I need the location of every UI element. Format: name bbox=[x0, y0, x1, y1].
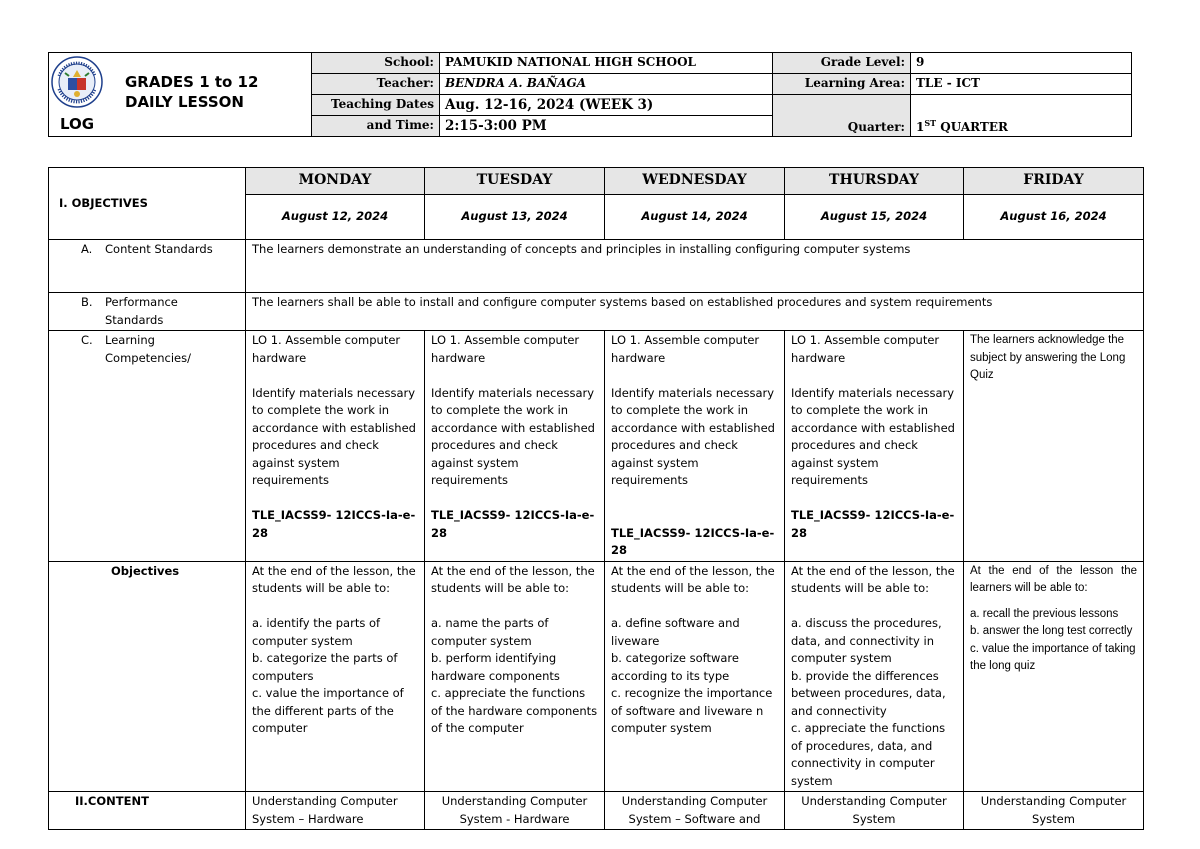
objective-item: c. value the importance of taking the long quiz bbox=[970, 642, 1136, 672]
competencies-thursday bbox=[785, 331, 964, 562]
date-monday: August 12, 2024 bbox=[246, 195, 425, 240]
objectives-heading: I. OBJECTIVES bbox=[49, 168, 246, 240]
lesson-log-table bbox=[48, 167, 1144, 830]
content-standards-text: The learners demonstrate an understanding of concepts and principles in installing configuring computer systems bbox=[246, 240, 1144, 293]
objectives-row bbox=[49, 561, 1144, 792]
objectives-intro: At the end of the lesson, the students will be able to: bbox=[252, 563, 416, 595]
day-monday: MONDAY bbox=[246, 168, 425, 195]
date-friday: August 16, 2024 bbox=[964, 195, 1144, 240]
quarter-text: QUARTER bbox=[936, 120, 1008, 134]
date-thursday: August 15, 2024 bbox=[785, 195, 964, 240]
content-label: II.CONTENT bbox=[49, 792, 246, 830]
objectives-label: Objectives bbox=[49, 561, 246, 792]
lo-text: LO 1. Assemble computer hardware bbox=[611, 333, 760, 365]
content-standards-letter: A. bbox=[81, 242, 93, 256]
teaching-dates-label-2: and Time: bbox=[312, 116, 440, 137]
header-title-line3: LOG bbox=[60, 115, 95, 133]
content-thursday: Understanding Computer System bbox=[785, 792, 964, 830]
identify-text: Identify materials necessary to complete the work in accordance with established procedures and check against system requirements bbox=[791, 385, 955, 487]
header-table bbox=[48, 52, 1132, 137]
content-standards-row bbox=[49, 240, 1144, 293]
competencies-row bbox=[49, 331, 1144, 562]
objective-item: a. recall the previous lessons bbox=[970, 607, 1119, 620]
performance-standards-text: The learners shall be able to install and configure computer systems based on established procedures and system requirements bbox=[246, 293, 1144, 331]
content-row bbox=[49, 792, 1144, 830]
performance-standards-label bbox=[49, 293, 246, 331]
learning-area-label: Learning Area: bbox=[773, 74, 911, 95]
quarter-label-text: Quarter: bbox=[847, 120, 905, 134]
competency-code: TLE_IACSS9- 12ICCS-Ia-e-28 bbox=[431, 508, 595, 540]
competency-code: TLE_IACSS9- 12ICCS-Ia-e-28 bbox=[791, 508, 955, 540]
competencies-wednesday bbox=[605, 331, 785, 562]
objectives-thursday bbox=[785, 561, 964, 792]
competencies-title-2: Competencies/ bbox=[105, 350, 191, 365]
identify-text: Identify materials necessary to complete the work in accordance with established procedures and check against system requirements bbox=[252, 385, 416, 487]
objectives-monday bbox=[246, 561, 425, 792]
objectives-tuesday bbox=[425, 561, 605, 792]
quarter-suffix: ST bbox=[924, 118, 937, 128]
objective-item: b. categorize software according to its type bbox=[611, 651, 739, 683]
objectives-intro: At the end of the lesson, the students will be able to: bbox=[611, 563, 775, 595]
content-monday: Understanding Computer System – Hardware bbox=[246, 792, 425, 830]
objective-item: c. recognize the importance of software and liveware n computer system bbox=[611, 686, 773, 735]
objectives-wednesday bbox=[605, 561, 785, 792]
objective-item: b. perform identifying hardware components bbox=[431, 651, 560, 683]
competencies-label bbox=[49, 331, 246, 562]
objectives-friday-intro: At the end of the lesson the learners will be able to: bbox=[970, 564, 1137, 594]
objective-item: c. value the importance of the different parts of the computer bbox=[252, 686, 404, 735]
content-friday: Understanding Computer System bbox=[964, 792, 1144, 830]
competencies-letter: C. bbox=[81, 333, 93, 347]
learning-area-value: TLE - ICT bbox=[911, 74, 1132, 95]
quarter-value bbox=[911, 95, 1132, 137]
content-wednesday: Understanding Computer System – Software and bbox=[605, 792, 785, 830]
lo-text: LO 1. Assemble computer hardware bbox=[791, 333, 940, 365]
grade-level-value: 9 bbox=[911, 53, 1132, 74]
quarter-label bbox=[773, 95, 911, 137]
competency-code: TLE_IACSS9- 12ICCS-Ia-e-28 bbox=[252, 508, 416, 540]
objective-item: c. appreciate the functions of the hardware components of the computer bbox=[431, 686, 598, 735]
performance-standards-title-1: Performance bbox=[105, 295, 178, 309]
quarter-number: 1 bbox=[916, 120, 925, 134]
teaching-time-value: 2:15-3:00 PM bbox=[440, 116, 773, 137]
header-title-line1: GRADES 1 to 12 bbox=[125, 73, 259, 91]
date-tuesday: August 13, 2024 bbox=[425, 195, 605, 240]
objectives-intro: At the end of the lesson, the students will be able to: bbox=[791, 563, 955, 595]
date-wednesday: August 14, 2024 bbox=[605, 195, 785, 240]
day-header-row bbox=[49, 168, 1144, 195]
grade-level-label: Grade Level: bbox=[773, 53, 911, 74]
identify-text: Identify materials necessary to complete the work in accordance with established procedures and check against system requirements bbox=[611, 385, 775, 487]
competencies-monday bbox=[246, 331, 425, 562]
content-standards-label bbox=[49, 240, 246, 293]
performance-standards-letter: B. bbox=[81, 295, 93, 309]
deped-seal-icon bbox=[51, 56, 103, 108]
day-tuesday: TUESDAY bbox=[425, 168, 605, 195]
objective-item: a. define software and liveware bbox=[611, 616, 740, 648]
day-wednesday: WEDNESDAY bbox=[605, 168, 785, 195]
competencies-friday: The learners acknowledge the subject by answering the Long Quiz bbox=[964, 331, 1144, 562]
school-value: PAMUKID NATIONAL HIGH SCHOOL bbox=[440, 53, 773, 74]
header-title-line2: DAILY LESSON bbox=[125, 93, 244, 111]
objective-item: b. categorize the parts of computers bbox=[252, 651, 398, 683]
performance-standards-row bbox=[49, 293, 1144, 331]
objectives-friday bbox=[964, 561, 1144, 792]
objective-item: a. name the parts of computer system bbox=[431, 616, 549, 648]
objective-item: b. provide the differences between procedures, data, and connectivity bbox=[791, 668, 946, 718]
day-thursday: THURSDAY bbox=[785, 168, 964, 195]
objective-item: a. discuss the procedures, data, and connectivity in computer system bbox=[791, 616, 942, 665]
competencies-tuesday bbox=[425, 331, 605, 562]
objectives-intro: At the end of the lesson, the students will be able to: bbox=[431, 563, 595, 595]
teacher-label: Teacher: bbox=[312, 74, 440, 95]
identify-text: Identify materials necessary to complete the work in accordance with established procedures and check against system requirements bbox=[431, 385, 595, 487]
teaching-dates-value: Aug. 12-16, 2024 (WEEK 3) bbox=[440, 95, 773, 116]
performance-standards-title-2: Standards bbox=[105, 312, 164, 327]
objective-item: b. answer the long test correctly bbox=[970, 625, 1133, 637]
content-standards-title: Content Standards bbox=[105, 242, 213, 256]
competency-code: TLE_IACSS9- 12ICCS-Ia-e-28 bbox=[611, 525, 775, 557]
lo-text: LO 1. Assemble computer hardware bbox=[252, 333, 401, 365]
objective-item: c. appreciate the functions of procedures, data, and connectivity in computer system bbox=[791, 721, 946, 788]
lo-text: LO 1. Assemble computer hardware bbox=[431, 333, 580, 365]
teaching-dates-label-1: Teaching Dates bbox=[312, 95, 440, 116]
header-title-cell bbox=[49, 53, 312, 137]
teacher-value: BENDRA A. BAÑAGA bbox=[440, 74, 773, 95]
school-label: School: bbox=[312, 53, 440, 74]
competencies-title-1: Learning bbox=[105, 333, 155, 347]
content-tuesday: Understanding Computer System - Hardware bbox=[425, 792, 605, 830]
day-friday: FRIDAY bbox=[964, 168, 1144, 195]
objective-item: a. identify the parts of computer system bbox=[252, 616, 381, 648]
